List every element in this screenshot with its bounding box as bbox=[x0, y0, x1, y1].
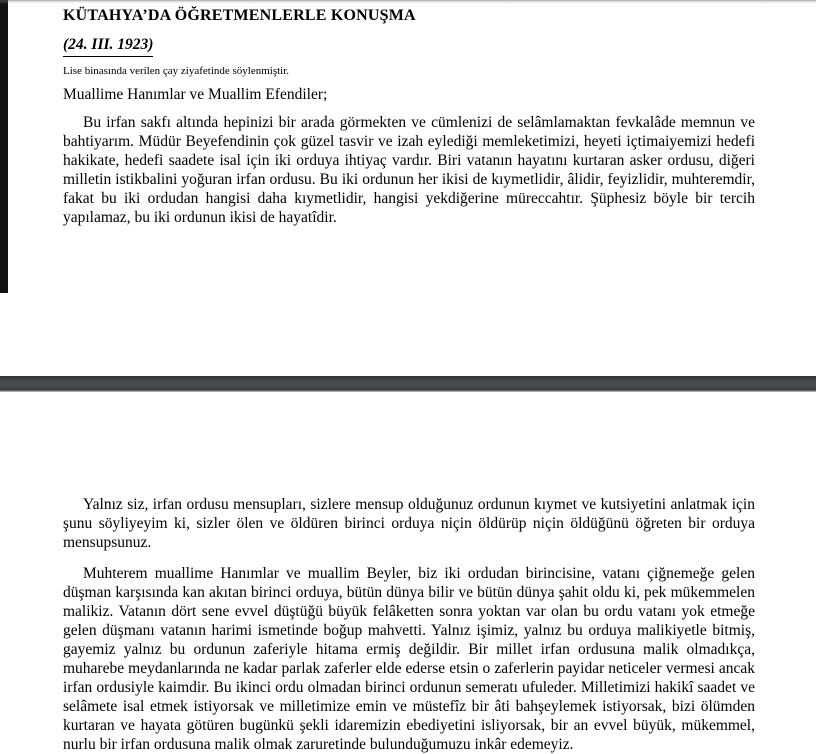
page-1-content bbox=[0, 0, 816, 227]
page-2-content bbox=[0, 495, 816, 754]
pdf-page-2 bbox=[0, 392, 816, 753]
salutation-line: Muallime Hanımlar ve Muallim Efendiler; bbox=[63, 86, 328, 103]
document-title: KÜTAHYA’DA ÖĞRETMENLERLE KONUŞMA bbox=[63, 7, 416, 24]
paragraph-muhterem: Muhterem muallime Hanımlar ve muallim Beyler, biz iki ordudan birincisine, vatanı çiğnemeğe gelen düşman karşısında kan akıtan birinci orduya, bütün dünya bilir ve bütün dünya şahit oldu ki, pek mükemmelen malikiz. Vatanın dört sene evvel düştüğü büyük felâketten sonra yoktan var olan bu ordu vatanı yok etmeğe gelen düşmanı vatanın harimi ismetinde boğup mahvetti. Yalnız işimiz, yalnız bu orduya malikiyetle bitmiş, gayemiz yalnız bu ordunun zaferiyle hitama ermiş değildir. Bir millet irfan ordusuna malik olmadıkça, muharebe meydanlarında ne kadar parlak zaferler elde ederse etsin o zaferlerin payidar neticeler vermesi ancak irfan ordusiyle kaimdir. Bu ikinci ordu olmadan birinci ordunun semeratı ufuleder. Milletimizi hakikî saadet ve selâmete isal etmek istiyorsak ve milletimize emin ve müstefîz bir âti bahşeylemek istiyorsak, bizi ölümden kurtaran ve hayata götüren bugünkü şekli idaremizin ebediyetini isliyorsak, bir an evvel büyük, mükemmel, nurlu bir irfan ordusuna malik olmak zaruretinde bulunduğumuzu inkâr edemeyiz. bbox=[63, 565, 755, 753]
document-date-text: (24. III. 1923) bbox=[63, 35, 153, 57]
paragraph-yalniz-siz: Yalnız siz, irfan ordusu mensupları, sizlere mensup olduğunuz ordunun kıymet ve kutsiyetini anlatmak için şunu söyliyeyim ki, sizler ölen ve öldüren birinci orduya niçin öldürüp niçin öldüğünü öğreten bir orduya mensupsunuz. bbox=[63, 496, 755, 551]
pdf-page-1 bbox=[0, 0, 816, 376]
page-gap-separator bbox=[0, 376, 816, 392]
source-note: Lise binasında verilen çay ziyafetinde söylenmiştir. bbox=[63, 65, 290, 77]
document-date-line bbox=[63, 35, 755, 57]
paragraph-bu-irfan: Bu irfan sakfı altında hepinizi bir arada görmekten ve cümlenizi de selâmlamaktan fevkalâde memnun ve bahtiyarım. Müdür Beyefendinin çok güzel tasvir ve izah eylediği memleketimizi, heyeti içtimaiyemizi hedefi hakikate, hedefi saadete isal için iki orduya ihtiyaç vardır. Biri vatanın hayatını kurtaran asker ordusu, diğeri milletin istikbalini yoğuran irfan ordusu. Bu iki ordunun her ikisi de kıymetlidir, âlidir, feyizlidir, muhteremdir, fakat bu iki ordudan hangisi daha kıymetlidir, hangisi yekdiğerine müreccahtır. Şüphesiz böyle bir tercih yapılamaz, bu iki ordunun ikisi de hayatîdir. bbox=[63, 114, 755, 226]
scan-edge-artifact bbox=[0, 0, 8, 293]
toolbar-shadow bbox=[0, 0, 816, 4]
